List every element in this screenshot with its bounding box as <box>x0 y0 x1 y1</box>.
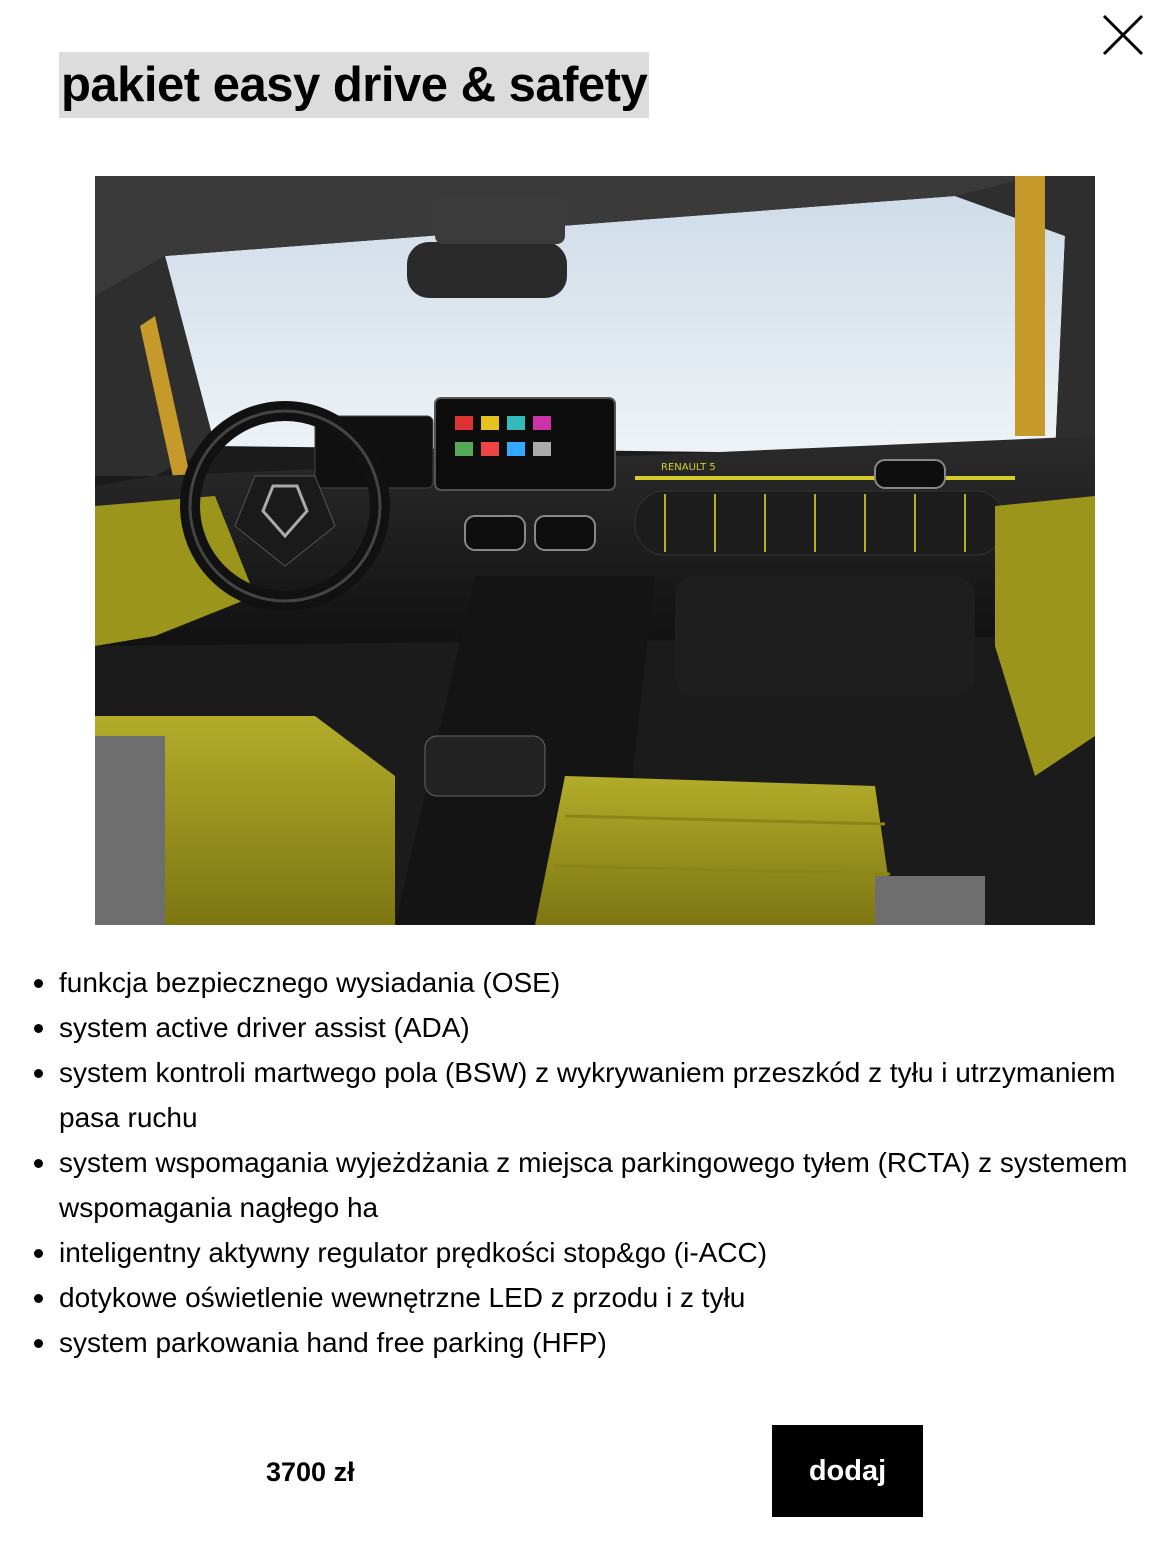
add-button[interactable]: dodaj <box>772 1425 923 1517</box>
feature-item: inteligentny aktywny regulator prędkości stop&go (i-ACC) <box>59 1230 1139 1275</box>
feature-item: system parkowania hand free parking (HFP) <box>59 1320 1139 1365</box>
features-list <box>59 960 1139 1365</box>
feature-item: funkcja bezpiecznego wysiadania (OSE) <box>59 960 1139 1005</box>
close-icon <box>1100 12 1146 58</box>
feature-item: dotykowe oświetlenie wewnętrzne LED z przodu i z tyłu <box>59 1275 1139 1320</box>
close-button[interactable] <box>1100 12 1146 58</box>
brand-badge: RENAULT 5 <box>661 462 716 473</box>
package-price: 3700 zł <box>266 1457 355 1487</box>
feature-item: system kontroli martwego pola (BSW) z wykrywaniem przeszkód z tyłu i utrzymaniem pasa ruchu <box>59 1050 1139 1140</box>
modal-title: pakiet easy drive & safety <box>59 52 649 118</box>
feature-item: system wspomagania wyjeżdżania z miejsca parkingowego tyłem (RCTA) z systemem wspomagania nagłego ha <box>59 1140 1139 1230</box>
car-interior-photo <box>95 176 1095 925</box>
feature-item: system active driver assist (ADA) <box>59 1005 1139 1050</box>
